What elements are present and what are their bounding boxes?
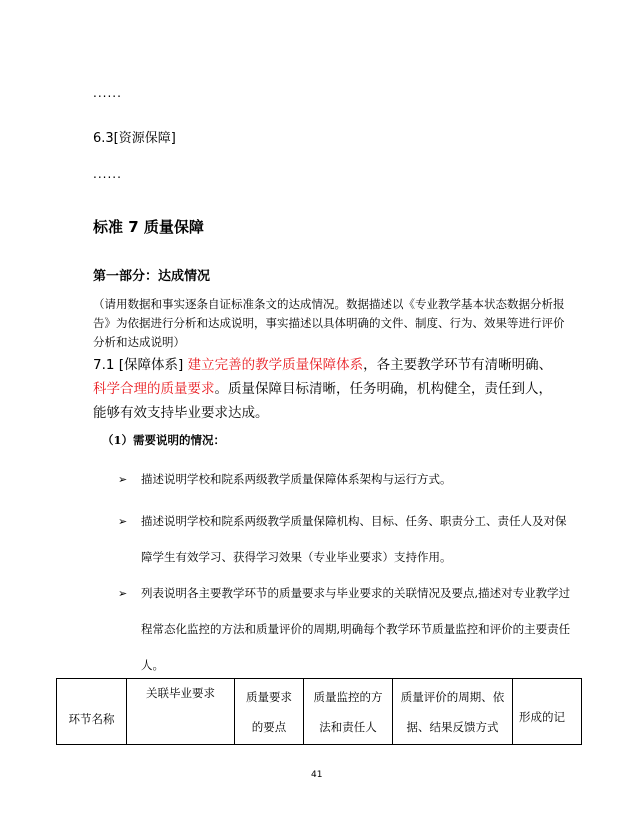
arrow-bullet-icon: ➢ [118, 587, 128, 600]
bullet-item-1: 描述说明学校和院系两级教学质量保障体系架构与运行方式。 [141, 472, 452, 486]
table-header-row [57, 679, 582, 745]
page-number: 41 [311, 770, 323, 780]
bullet-item-2: 描述说明学校和院系两级教学质量保障机构、目标、任务、职责分工、责任人及对保障学生有效学习、获得学习效果（专业毕业要求）支持作用。 [141, 514, 567, 564]
header-line: 法和责任人 [319, 719, 377, 734]
quality-requirements-table [56, 678, 582, 745]
header-cell-evaluation [393, 679, 513, 745]
header-cell-monitoring [304, 679, 393, 745]
needs-heading: （1）需要说明的情况： [102, 433, 226, 447]
header-line: 据、结果反馈方式 [406, 719, 499, 734]
clause-highlight-1: 建立完善的教学质量保障体系 [187, 357, 364, 373]
header-line: 质量要求 [246, 689, 292, 704]
clause-7-1 [93, 353, 563, 425]
standard-7-title: 标准 7 质量保障 [93, 218, 204, 236]
ellipsis-middle: ...... [93, 167, 122, 181]
clause-prefix: 7.1 [保障体系] [93, 357, 188, 373]
arrow-bullet-icon: ➢ [118, 473, 128, 486]
clause-middle: ，各主要教学环节有清晰明确、 [363, 357, 553, 373]
header-line: 质量监控的方 [313, 689, 383, 704]
bullet-item-3: 列表说明各主要教学环节的质量要求与毕业要求的关联情况及要点,描述对专业教学过程常态化监控的方法和质量评价的周期,明确每个教学环节质量监控和评价的主要责任人。 [141, 586, 571, 672]
header-cell-graduation-req: 关联毕业要求 [127, 679, 235, 745]
header-cell-records: 形成的记 [513, 679, 582, 745]
ellipsis-top: ...... [93, 86, 122, 100]
header-cell-link-name: 环节名称 [57, 679, 127, 745]
part-one-title: 第一部分：达成情况 [93, 269, 211, 284]
header-line: 质量评价的周期、依 [400, 689, 505, 704]
clause-highlight-2: 科学合理的质量要求 [93, 381, 215, 397]
instruction-note: （请用数据和事实逐条自证标准条文的达成情况。数据描述以《专业教学基本状态数据分析报告》为依据进行分析和达成说明，事实描述以具体明确的文件、制度、行为、效果等进行评价分析和达成说明） [93, 297, 565, 349]
header-line: 的要点 [251, 719, 287, 734]
clause-suffix: 。质量保障目标清晰，任务明确，机构健全，责任到人，能够有效支持毕业要求达成。 [93, 381, 552, 421]
section-6-3-heading: 6.3[资源保障] [93, 131, 176, 146]
arrow-bullet-icon: ➢ [118, 515, 128, 528]
header-cell-quality-points [235, 679, 304, 745]
